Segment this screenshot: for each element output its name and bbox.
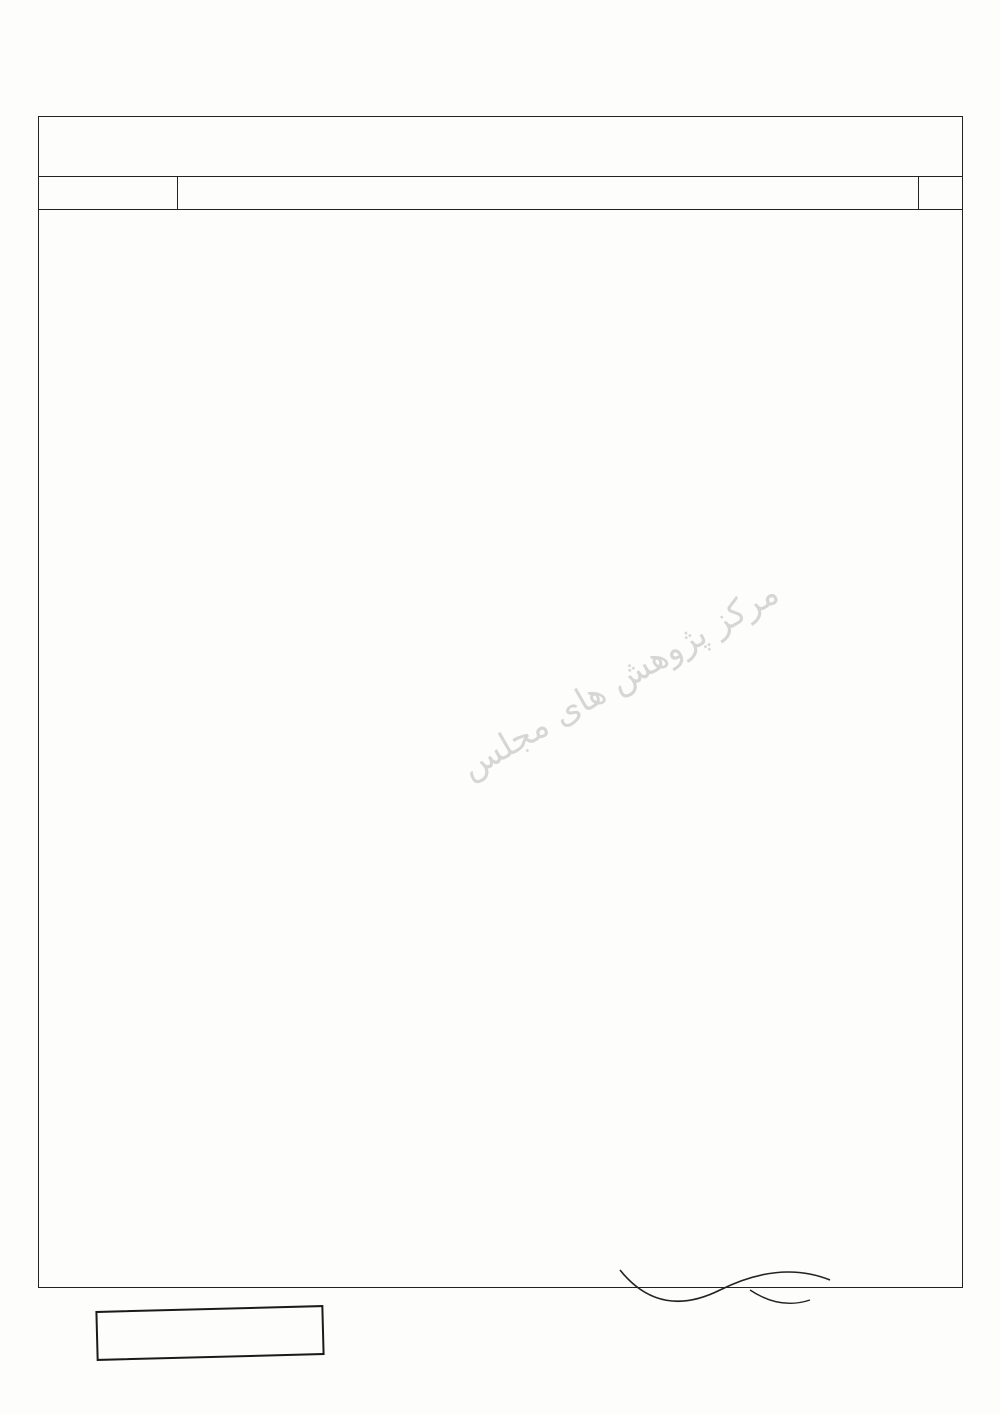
table-header <box>39 177 962 210</box>
cabinet-office-stamp <box>95 1305 324 1361</box>
header-row-number <box>918 177 962 209</box>
signature-scribble <box>600 1250 860 1340</box>
page-title <box>39 117 962 177</box>
tariff-table <box>38 116 963 1288</box>
watermark: مرکز پژوهش های مجلس <box>454 572 786 788</box>
header-fee <box>39 177 178 209</box>
header-service <box>178 177 920 209</box>
